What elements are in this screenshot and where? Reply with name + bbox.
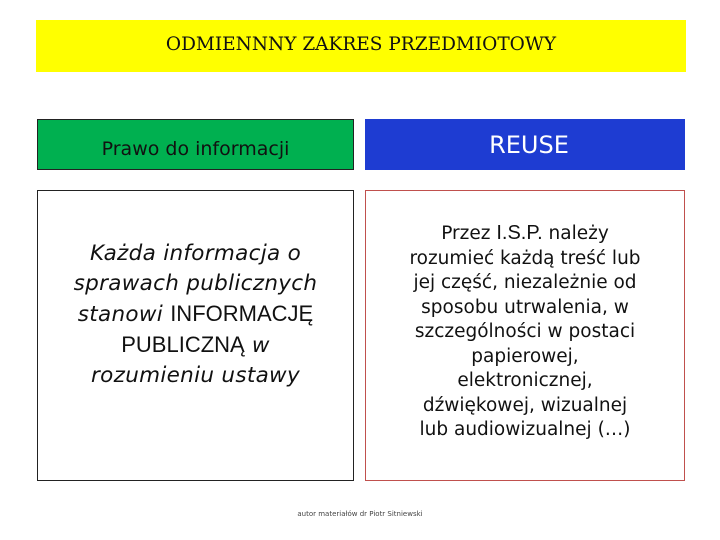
left-text-line-4-emphasis: PUBLICZNĄ bbox=[121, 332, 245, 357]
left-definition-text bbox=[38, 239, 353, 391]
left-text-line-1: Każda informacja o bbox=[89, 241, 302, 266]
left-column-header-label: Prawo do informacji bbox=[101, 137, 290, 160]
right-text-line-9: lub audiowizualnej (…) bbox=[419, 419, 631, 440]
right-text-line-6: papierowej, bbox=[471, 345, 579, 367]
footer-author-credit: autor materiałów dr Piotr Sitniewski bbox=[297, 510, 423, 518]
right-definition-box bbox=[365, 190, 685, 481]
right-text-line-4: sposobu utrwalenia, w bbox=[421, 296, 629, 318]
right-text-line-1-emphasis: I.S.P. bbox=[496, 222, 543, 244]
left-text-line-3-prefix: stanowi bbox=[77, 302, 171, 327]
left-text-line-5: rozumieniu ustawy bbox=[91, 363, 300, 388]
left-column-header bbox=[37, 119, 354, 170]
right-text-line-7: elektronicznej, bbox=[457, 370, 593, 391]
left-definition-box bbox=[37, 190, 354, 481]
right-definition-text bbox=[366, 221, 684, 443]
right-text-line-5: szczególności w postaci bbox=[414, 321, 636, 342]
right-text-line-1-prefix: Przez bbox=[441, 223, 497, 244]
title-banner bbox=[36, 20, 686, 72]
right-column-header bbox=[365, 119, 685, 170]
slide-title: ODMIENNNY ZAKRES PRZEDMIOTOWY bbox=[165, 34, 557, 55]
right-text-line-3: jej część, niezależnie od bbox=[413, 272, 637, 293]
right-text-line-2: rozumieć każdą treść lub bbox=[409, 247, 641, 269]
right-text-line-1-suffix: należy bbox=[542, 223, 609, 244]
left-text-line-3-emphasis: INFORMACJĘ bbox=[170, 301, 314, 326]
left-text-line-4-suffix: w bbox=[244, 333, 270, 358]
left-text-line-2: sprawach publicznych bbox=[73, 271, 318, 296]
right-text-line-8: dźwiękowej, wizualnej bbox=[422, 394, 628, 416]
right-column-header-label: REUSE bbox=[489, 130, 569, 159]
